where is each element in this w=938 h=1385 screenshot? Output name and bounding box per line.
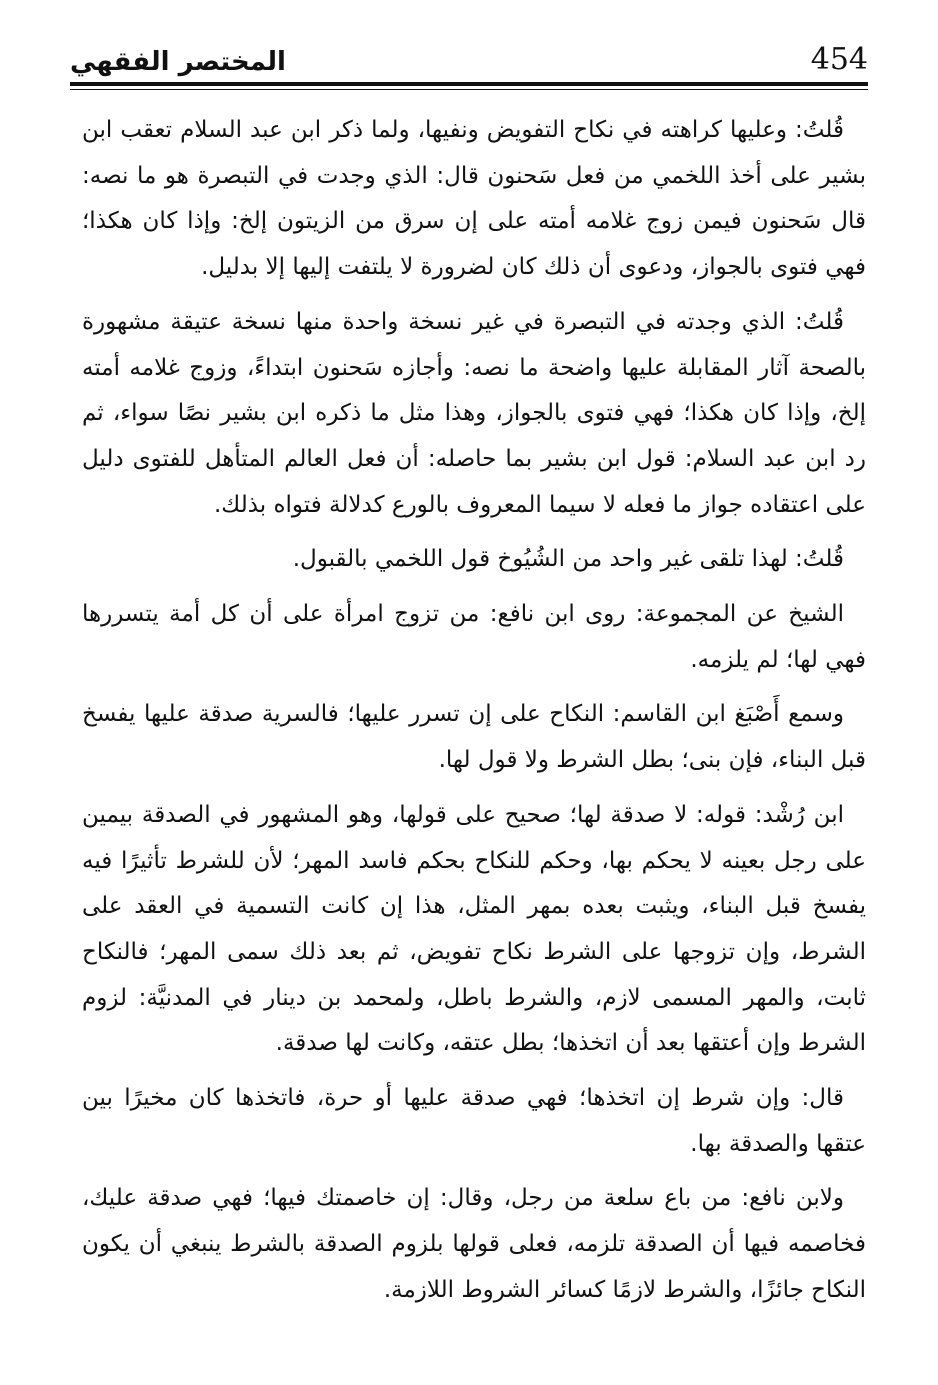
paragraph-2: قُلتُ: الذي وجدته في التبصرة في غير نسخة واحدة منها نسخة عتيقة مشهورة بالصحة آثار المقابلة عليها واضحة ما نصه: وأجازه سَحنون ابتداءً، وزوج غلامه أمته إلخ، وإذا كان هكذا؛ فهي فتوى بالجواز، وهذا مثل ما ذكره ابن بشير نصًا سواء، ثم رد ابن عبد السلام: قول ابن بشير بما حاصله: أن فعل العالم المتأهل للفتوى دليل على اعتقاده جواز ما فعله لا سيما المعروف بالورع كدلالة فتواه بذلك. bbox=[82, 308, 866, 518]
paragraph-8: ولابن نافع: من باع سلعة من رجل، وقال: إن خاصمتك فيها؛ فهي صدقة عليك، فخاصمه فيها أن الصدقة تلزمه، فعلى قولها بلزوم الصدقة بالشرط ينبغي أن يكون النكاح جائزًا، والشرط لازمًا كسائر الشروط اللازمة. bbox=[82, 1185, 866, 1303]
page-number: 454 bbox=[810, 42, 868, 77]
header-rule-thick bbox=[70, 82, 868, 86]
paragraph-6: ابن رُشْد: قوله: لا صدقة لها؛ صحيح على قولها، وهو المشهور في الصدقة بيمين على رجل بعينه لا يحكم بها، وحكم للنكاح بحكم فاسد المهر؛ لأن للشرط تأثيرًا فيه يفسخ قبل البناء، ويثبت بعده بمهر المثل، هذا إن كانت التسمية في العقد على الشرط، وإن تزوجها على الشرط نكاح تفويض، ثم بعد ذلك سمى المهر؛ فالنكاح ثابت، والمهر المسمى لازم، والشرط باطل، ولمحمد بن دينار في المدنيَّة: لزوم الشرط وإن أعتقها بعد أن اتخذها؛ بطل عتقه، وكانت لها صدقة. bbox=[82, 801, 866, 1057]
header-rule-thin bbox=[70, 89, 868, 90]
paragraph-1: قُلتُ: وعليها كراهته في نكاح التفويض ونفيها، ولما ذكر ابن عبد السلام تعقب ابن بشير على أخذ اللخمي من فعل سَحنون قال: الذي وجدت في التبصرة هو ما نصه: قال سَحنون فيمن زوج غلامه أمته على إن سرق من الزيتون إلخ: وإذا كان هكذا؛ فهي فتوى بالجواز، ودعوى أن ذلك كان لضرورة لا يلتفت إليها إلا بدليل. bbox=[82, 117, 866, 281]
page-header bbox=[70, 40, 868, 88]
paragraph-4: الشيخ عن المجموعة: روى ابن نافع: من تزوج امرأة على أن كل أمة يتسررها فهي لها؛ لم يلزمه. bbox=[82, 601, 866, 673]
paragraph-3: قُلتُ: لهذا تلقى غير واحد من الشُيُوخ قول اللخمي بالقبول. bbox=[292, 546, 844, 573]
book-title: المختصر الفقهي bbox=[70, 47, 286, 77]
paragraph-7: قال: وإن شرط إن اتخذها؛ فهي صدقة عليها أو حرة، فاتخذها كان مخيرًا بين عتقها والصدقة بها. bbox=[82, 1085, 866, 1157]
page-body bbox=[82, 108, 866, 1323]
paragraph-5: وسمع أَصْبَغ ابن القاسم: النكاح على إن تسرر عليها؛ فالسرية صدقة عليها يفسخ قبل البناء، فإن بنى؛ بطل الشرط ولا قول لها. bbox=[82, 701, 866, 774]
